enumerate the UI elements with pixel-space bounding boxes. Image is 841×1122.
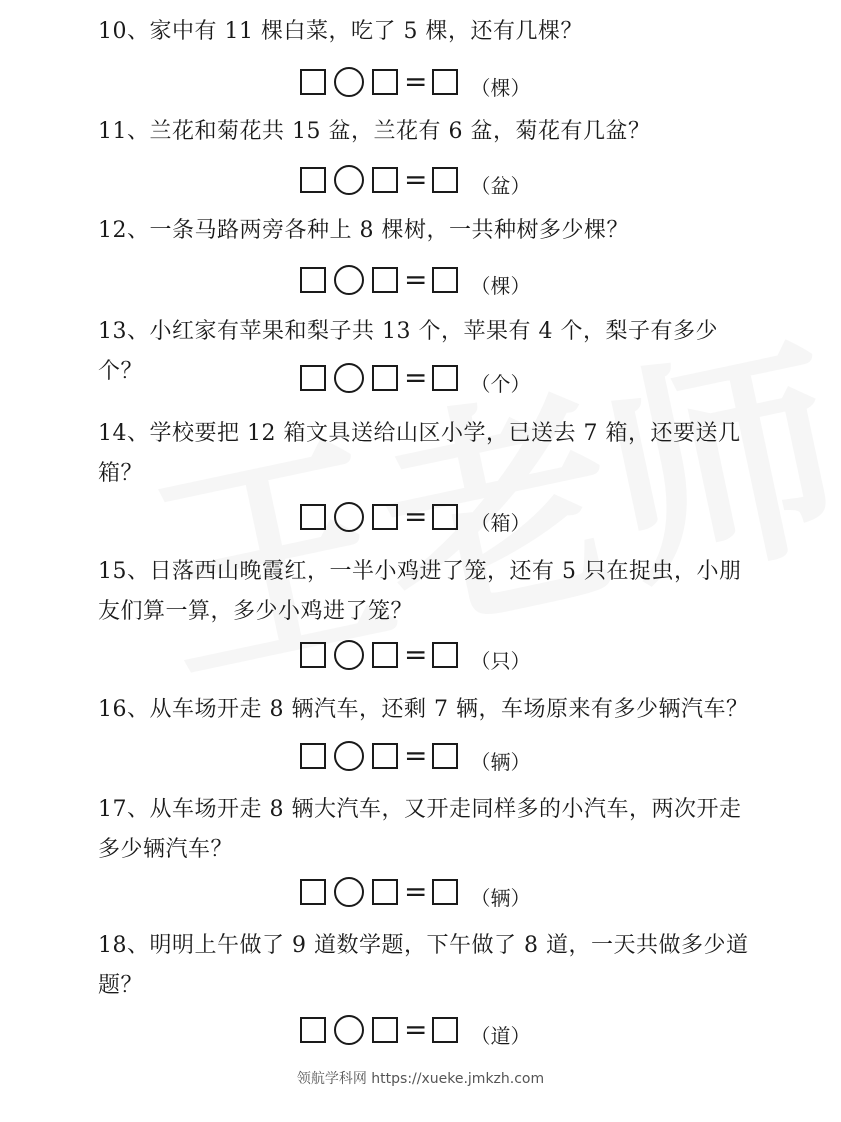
equals-sign: =: [404, 875, 428, 908]
answer-box-2[interactable]: [372, 69, 398, 95]
answer-box-2[interactable]: [372, 167, 398, 193]
question-11: [98, 112, 758, 152]
answer-box-1[interactable]: [300, 504, 326, 530]
equation-row-16: [300, 736, 530, 776]
equals-sign: =: [404, 638, 428, 671]
question-number: 11、: [98, 119, 150, 144]
equals-sign: =: [404, 1013, 428, 1046]
equation-row-12: [300, 260, 530, 300]
question-18: [98, 926, 758, 1006]
unit-label: （辆）: [470, 749, 531, 774]
question-number: 13、: [98, 319, 150, 344]
answer-box-1[interactable]: [300, 642, 326, 668]
result-box[interactable]: [432, 642, 458, 668]
question-text: 明明上午做了 9 道数学题，下午做了 8 道，一天共做多少道题？: [98, 933, 749, 998]
question-number: 14、: [98, 421, 150, 446]
question-text: 日落西山晚霞红，一半小鸡进了笼，还有 5 只在捉虫，小朋友们算一算，多少小鸡进了笼？: [98, 559, 742, 624]
unit-label: （只）: [470, 648, 531, 673]
question-17: [98, 790, 758, 870]
question-16: [98, 690, 758, 730]
question-text: 从车场开走 8 辆汽车，还剩 7 辆，车场原来有多少辆汽车？: [149, 697, 749, 722]
unit-label: （棵）: [470, 273, 531, 298]
answer-box-2[interactable]: [372, 1017, 398, 1043]
question-text: 家中有 11 棵白菜，吃了 5 棵，还有几棵？: [149, 19, 583, 44]
answer-box-2[interactable]: [372, 743, 398, 769]
question-text: 从车场开走 8 辆大汽车，又开走同样多的小汽车，两次开走多少辆汽车？: [98, 797, 742, 862]
question-number: 15、: [98, 559, 150, 584]
question-number: 18、: [98, 933, 150, 958]
equals-sign: =: [404, 263, 428, 296]
question-text: 一条马路两旁各种上 8 棵树，一共种树多少棵？: [149, 218, 629, 243]
question-15: [98, 552, 758, 632]
result-box[interactable]: [432, 743, 458, 769]
answer-box-2[interactable]: [372, 879, 398, 905]
answer-box-1[interactable]: [300, 743, 326, 769]
footer-source: 领航学科网 https://xueke.jmkzh.com: [296, 1071, 545, 1087]
equation-row-18: [300, 1010, 530, 1050]
unit-label: （棵）: [470, 75, 531, 100]
question-text: 小红家有苹果和梨子共 13 个，苹果有 4 个，梨子有多少个？: [98, 319, 718, 384]
equation-row-13: [300, 358, 530, 398]
equation-row-14: [300, 497, 530, 537]
operator-circle[interactable]: [334, 1015, 364, 1045]
question-number: 10、: [98, 19, 150, 44]
equals-sign: =: [404, 163, 428, 196]
equation-row-11: [300, 160, 530, 200]
unit-label: （道）: [470, 1023, 531, 1048]
operator-circle[interactable]: [334, 265, 364, 295]
answer-box-1[interactable]: [300, 267, 326, 293]
question-12: [98, 211, 758, 251]
operator-circle[interactable]: [334, 165, 364, 195]
unit-label: （个）: [470, 371, 531, 396]
question-10: [98, 12, 758, 52]
question-text: 兰花和菊花共 15 盆，兰花有 6 盆，菊花有几盆？: [149, 119, 651, 144]
unit-label: （盆）: [470, 173, 531, 198]
answer-box-2[interactable]: [372, 642, 398, 668]
equation-row-10: [300, 62, 530, 102]
unit-label: （箱）: [470, 510, 531, 535]
operator-circle[interactable]: [334, 877, 364, 907]
result-box[interactable]: [432, 69, 458, 95]
operator-circle[interactable]: [334, 363, 364, 393]
operator-circle[interactable]: [334, 67, 364, 97]
equals-sign: =: [404, 361, 428, 394]
equation-row-17: [300, 872, 530, 912]
operator-circle[interactable]: [334, 640, 364, 670]
result-box[interactable]: [432, 167, 458, 193]
answer-box-1[interactable]: [300, 879, 326, 905]
answer-box-2[interactable]: [372, 365, 398, 391]
answer-box-1[interactable]: [300, 365, 326, 391]
answer-box-1[interactable]: [300, 167, 326, 193]
result-box[interactable]: [432, 365, 458, 391]
question-number: 17、: [98, 797, 150, 822]
question-number: 16、: [98, 697, 150, 722]
question-text: 学校要把 12 箱文具送给山区小学，已送去 7 箱，还要送几箱？: [98, 421, 741, 486]
answer-box-2[interactable]: [372, 267, 398, 293]
equation-row-15: [300, 635, 530, 675]
answer-box-1[interactable]: [300, 1017, 326, 1043]
equals-sign: =: [404, 65, 428, 98]
result-box[interactable]: [432, 267, 458, 293]
operator-circle[interactable]: [334, 502, 364, 532]
unit-label: （辆）: [470, 885, 531, 910]
answer-box-1[interactable]: [300, 69, 326, 95]
question-14: [98, 414, 758, 494]
equals-sign: =: [404, 500, 428, 533]
operator-circle[interactable]: [334, 741, 364, 771]
result-box[interactable]: [432, 504, 458, 530]
answer-box-2[interactable]: [372, 504, 398, 530]
equals-sign: =: [404, 739, 428, 772]
question-number: 12、: [98, 218, 150, 243]
result-box[interactable]: [432, 1017, 458, 1043]
result-box[interactable]: [432, 879, 458, 905]
